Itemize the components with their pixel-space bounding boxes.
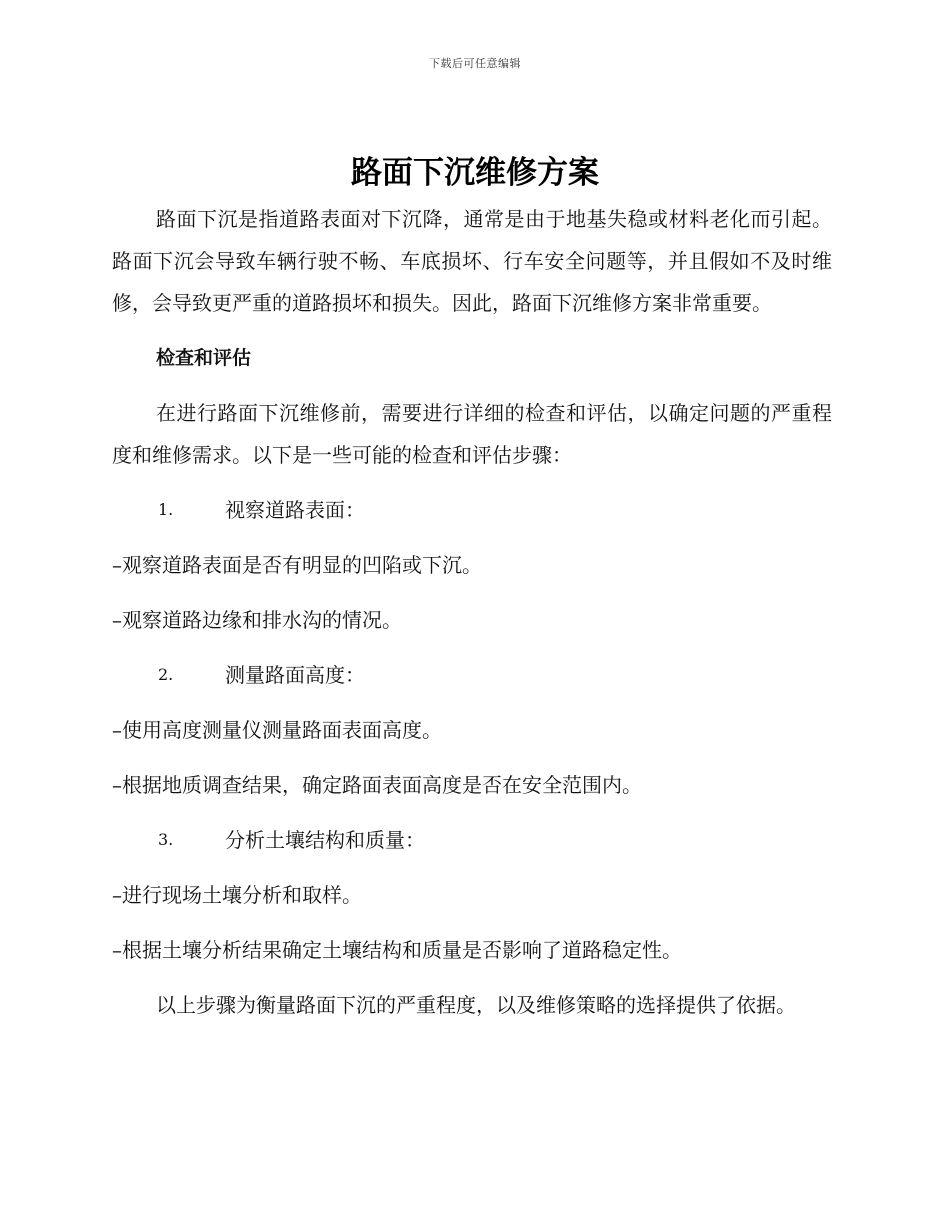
conclusion-paragraph: 以上步骤为衡量路面下沉的严重程度，以及维修策略的选择提供了依据。 xyxy=(156,993,796,1017)
step-3 xyxy=(112,819,832,861)
list-item: –进行现场土壤分析和取样。 xyxy=(112,883,362,907)
intro-paragraph: 路面下沉是指道路表面对下沉降，通常是由于地基失稳或材料老化而引起。路面下沉会导致车辆行驶不畅、车底损坏、行车安全问题等，并且假如不及时维修，会导致更严重的道路损坏和损失。因此，路面下沉维修方案非常重要。 xyxy=(112,207,832,315)
step-title: 视察道路表面： xyxy=(225,498,365,522)
step-number: 1. xyxy=(158,500,174,519)
step-title: 分析土壤结构和质量： xyxy=(225,828,425,852)
document-body xyxy=(112,198,832,1026)
list-item: –使用高度测量仪测量路面表面高度。 xyxy=(112,718,442,742)
step-1 xyxy=(112,489,832,531)
step-2 xyxy=(112,654,832,696)
document-title: 路面下沉维修方案 xyxy=(351,155,599,191)
header-note: 下载后可任意编辑 xyxy=(429,57,521,70)
list-item: –观察道路表面是否有明显的凹陷或下沉。 xyxy=(112,553,482,577)
list-item: –观察道路边缘和排水沟的情况。 xyxy=(112,608,402,632)
step-number: 2. xyxy=(158,665,174,684)
section-lead-paragraph: 在进行路面下沉维修前，需要进行详细的检查和评估，以确定问题的严重程度和维修需求。以下是一些可能的检查和评估步骤： xyxy=(112,401,832,467)
section-heading: 检查和评估 xyxy=(156,347,252,369)
list-item: –根据地质调查结果，确定路面表面高度是否在安全范围内。 xyxy=(112,773,642,797)
step-title: 测量路面高度： xyxy=(225,663,365,687)
list-item: –根据土壤分析结果确定土壤结构和质量是否影响了道路稳定性。 xyxy=(112,938,682,962)
step-number: 3. xyxy=(158,830,174,849)
